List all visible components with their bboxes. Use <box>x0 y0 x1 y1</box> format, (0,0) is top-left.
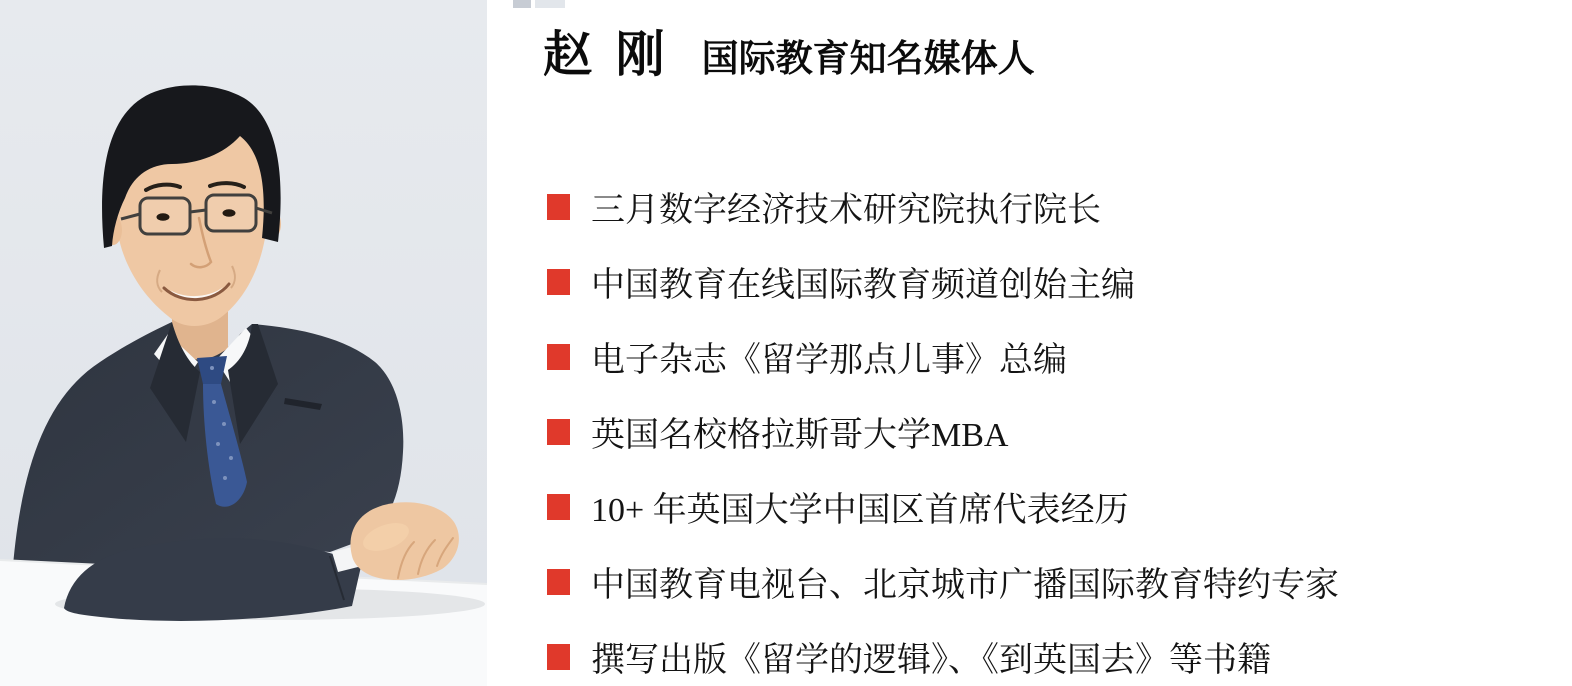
bullet-square-icon <box>547 569 570 595</box>
bullet-square-icon <box>547 269 570 295</box>
credential-text: 10+ 年英国大学中国区首席代表经历 <box>591 492 1129 529</box>
credential-text: 中国教育电视台、北京城市广播国际教育特约专家 <box>591 567 1339 604</box>
credential-item <box>547 394 1339 469</box>
bullet-square-icon <box>547 419 570 445</box>
credential-item <box>547 244 1339 319</box>
bullet-square-icon <box>547 644 570 670</box>
bio-content <box>487 0 1572 686</box>
credential-text: 电子杂志《留学那点儿事》总编 <box>591 342 1067 379</box>
eye-left <box>157 213 170 221</box>
eye-right <box>223 209 236 217</box>
bullet-square-icon <box>547 194 570 220</box>
bullet-square-icon <box>547 494 570 520</box>
credential-item <box>547 169 1339 244</box>
cropped-edge-fragment <box>513 0 569 10</box>
credential-text: 英国名校格拉斯哥大学MBA <box>591 417 1009 454</box>
person-name: 赵 刚 <box>543 28 670 82</box>
person-subtitle: 国际教育知名媒体人 <box>701 38 1035 79</box>
header <box>543 16 1035 86</box>
credential-item <box>547 619 1339 686</box>
credential-text: 中国教育在线国际教育频道创始主编 <box>591 267 1135 304</box>
credential-text: 撰写出版《留学的逻辑》、《到英国去》等书籍 <box>591 642 1271 679</box>
bullet-square-icon <box>547 344 570 370</box>
portrait-photo <box>0 0 487 686</box>
credential-item <box>547 544 1339 619</box>
credential-item <box>547 319 1339 394</box>
credentials-list <box>547 169 1339 686</box>
credential-item <box>547 469 1339 544</box>
credential-text: 三月数字经济技术研究院执行院长 <box>591 192 1101 229</box>
